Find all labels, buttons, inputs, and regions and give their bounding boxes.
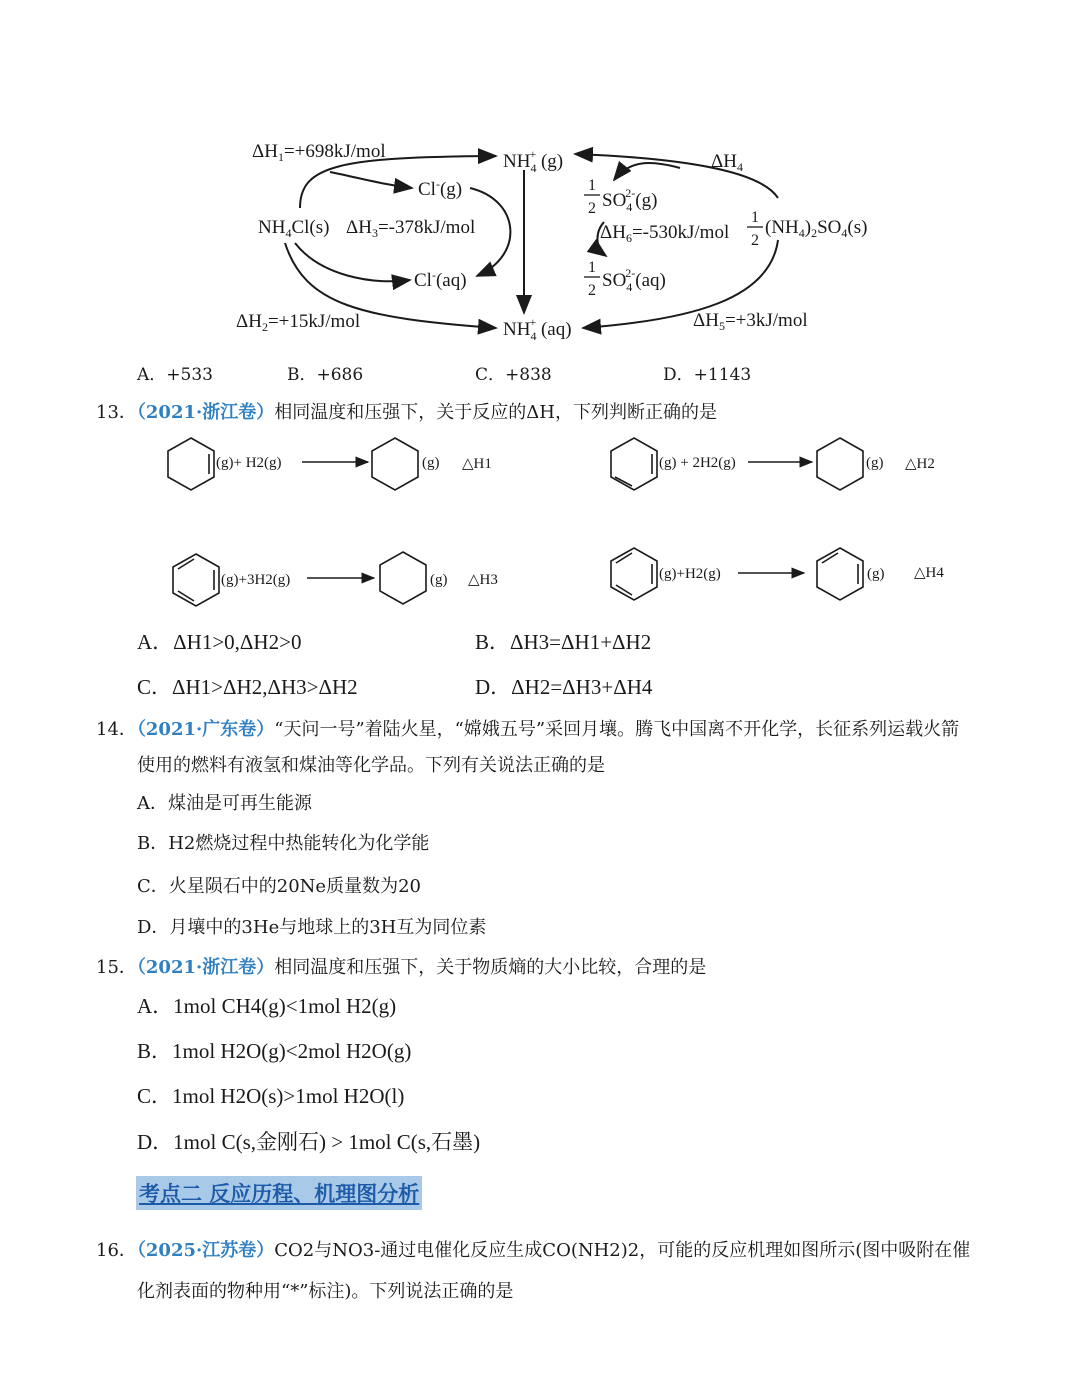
q14-option-a[interactable]: A．煤油是可再生能源 (137, 793, 312, 814)
q14-stem (96, 715, 959, 741)
cyclohexene-ring (168, 438, 214, 490)
q14-option-d[interactable]: D．月壤中的3He与地球上的3H互为同位素 (137, 917, 487, 938)
q15-option-d[interactable]: D．1mol C(s,金刚石) > 1mol C(s,石墨) (137, 1130, 481, 1154)
svg-text:(NH4)2SO4(s): $(NH_4)_2SO_4(s)$ (765, 217, 868, 240)
svg-text:1: 1 (751, 209, 759, 226)
arrow-nh4cl-to-clg (330, 172, 412, 188)
svg-text:ΔH5=+3kJ/mol: $\Delta H_5=+3kJ$/mol (693, 310, 808, 333)
q15-text: 相同温度和压强下，关于物质熵的大小比较，合理的是 (274, 957, 707, 978)
svg-text:SO42-(g): $SO_42-(g)$ (602, 186, 658, 214)
q15-option-a[interactable]: A．1mol CH4(g)<1mol H2(g) (137, 994, 397, 1018)
q16-source: （2025·江苏卷） (136, 1240, 275, 1261)
svg-text:(g)+3H2(g): (g)+3H2(g) (221, 572, 291, 588)
svg-text:NH4Cl(s): $NH_4Cl(s)$ (258, 217, 330, 240)
svg-text:△H2: △H2 (905, 456, 935, 472)
arrow-nh4cl-to-nh4g (300, 156, 496, 208)
svg-text:ΔH2=+15kJ/mol: $\Delta H_2=+15kJ$/mol (236, 311, 361, 334)
svg-text:ΔH1=+698kJ/mol: $\Delta H_1=+698kJ$/mol (252, 141, 386, 164)
cyclohexane-ring-3 (380, 552, 426, 604)
q16-stem (96, 1236, 970, 1262)
svg-text:(g): (g) (866, 455, 884, 471)
svg-text:(g)+ H2(g): (g)+ H2(g) (216, 455, 282, 471)
q14-line2: 使用的燃料有液氢和煤油等化学品。下列有关说法正确的是 (137, 755, 605, 776)
svg-text:(g)+H2(g): (g)+H2(g) (659, 566, 721, 582)
q13-reactions-diagram (0, 430, 1080, 610)
benzene-ring-2 (611, 548, 657, 600)
svg-text:(g): (g) (430, 572, 448, 588)
q15-option-b[interactable]: B．1mol H2O(g)<2mol H2O(g) (137, 1039, 412, 1063)
svg-text:1: 1 (588, 177, 596, 194)
cyclohexane-ring (372, 438, 418, 490)
cyclohexadiene-ring-2 (817, 548, 863, 600)
svg-text:(g): (g) (867, 566, 885, 582)
q12-option-a[interactable]: A．+533 (137, 365, 213, 385)
q14-line1: “天问一号”着陆火星，“嫦娥五号”采回月壤。腾飞中国离不开化学，长征系列运载火箭 (274, 719, 960, 740)
energy-cycle-diagram (0, 0, 1080, 350)
svg-text:(g): (g) (422, 455, 440, 471)
q16-number: 16． (96, 1240, 137, 1261)
svg-text:NH4+ (aq): $NH_4+ (aq)$ (503, 315, 572, 343)
svg-text:SO42-(aq): $SO_42-(aq)$ (602, 266, 666, 294)
svg-text:△H3: △H3 (468, 572, 498, 588)
arrow-nh4cl-to-claq (295, 243, 410, 281)
arrow-clg-to-claq (470, 188, 510, 276)
svg-text:ΔH4: $\Delta H_4$ (711, 151, 743, 174)
q15-number: 15． (96, 957, 137, 978)
q14-option-b[interactable]: B．H2燃烧过程中热能转化为化学能 (137, 833, 430, 854)
q13-option-a[interactable]: A．ΔH1>0,ΔH2>0 (137, 630, 302, 654)
svg-text:ΔH6=-530kJ/mol: $\Delta H_6=-530kJ$/mol (600, 222, 730, 245)
q13-source: （2021·浙江卷） (136, 402, 275, 423)
q13-stem (96, 398, 717, 424)
svg-text:Cl-(g): Cl-(g) (418, 177, 463, 200)
cyclohexane-ring-2 (817, 438, 863, 490)
q15-source: （2021·浙江卷） (136, 957, 275, 978)
q15-stem (96, 953, 706, 979)
q15-option-c[interactable]: C．1mol H2O(s)>1mol H2O(l) (137, 1084, 405, 1108)
benzene-ring (173, 554, 219, 606)
q13-number: 13． (96, 402, 137, 423)
q14-number: 14． (96, 719, 137, 740)
q13-option-c[interactable]: C．ΔH1>ΔH2,ΔH3>ΔH2 (137, 675, 358, 699)
q13-text: 相同温度和压强下，关于反应的ΔH，下列判断正确的是 (274, 402, 717, 423)
q12-option-d[interactable]: D．+1143 (663, 365, 752, 385)
q14-option-c[interactable]: C．火星陨石中的20Ne质量数为20 (137, 876, 421, 897)
svg-text:Cl-(aq): Cl-(aq) (414, 268, 467, 291)
svg-text:2: 2 (588, 282, 596, 299)
svg-text:1: 1 (588, 259, 596, 276)
svg-text:ΔH3=-378kJ/mol: $\Delta H_3=-378kJ$/mol (346, 217, 476, 240)
q13-option-d[interactable]: D．ΔH2=ΔH3+ΔH4 (475, 675, 653, 699)
svg-text:2: 2 (588, 200, 596, 217)
svg-text:2: 2 (751, 232, 759, 249)
arrow-nh4g-to-so4g (614, 163, 680, 180)
cyclohexadiene-ring (611, 438, 657, 490)
q12-option-b[interactable]: B．+686 (287, 365, 364, 385)
svg-text:(g) + 2H2(g): (g) + 2H2(g) (659, 455, 736, 471)
q16-line2: 化剂表面的物种用“*”标注)。下列说法正确的是 (137, 1281, 514, 1302)
q16-line1: CO2与NO3-通过电催化反应生成CO(NH2)2，可能的反应机理如图所示(图中吸附在催 (274, 1240, 971, 1261)
q12-option-c[interactable]: C．+838 (475, 365, 552, 385)
svg-text:NH4+ (g): $NH_4+ (g)$ (503, 147, 564, 175)
q14-source: （2021·广东卷） (136, 719, 275, 740)
svg-text:△H1: △H1 (462, 456, 492, 472)
q13-option-b[interactable]: B．ΔH3=ΔH1+ΔH2 (475, 630, 652, 654)
svg-text:△H4: △H4 (914, 565, 944, 581)
section-heading: 考点二 反应历程、机理图分析 (136, 1176, 422, 1210)
